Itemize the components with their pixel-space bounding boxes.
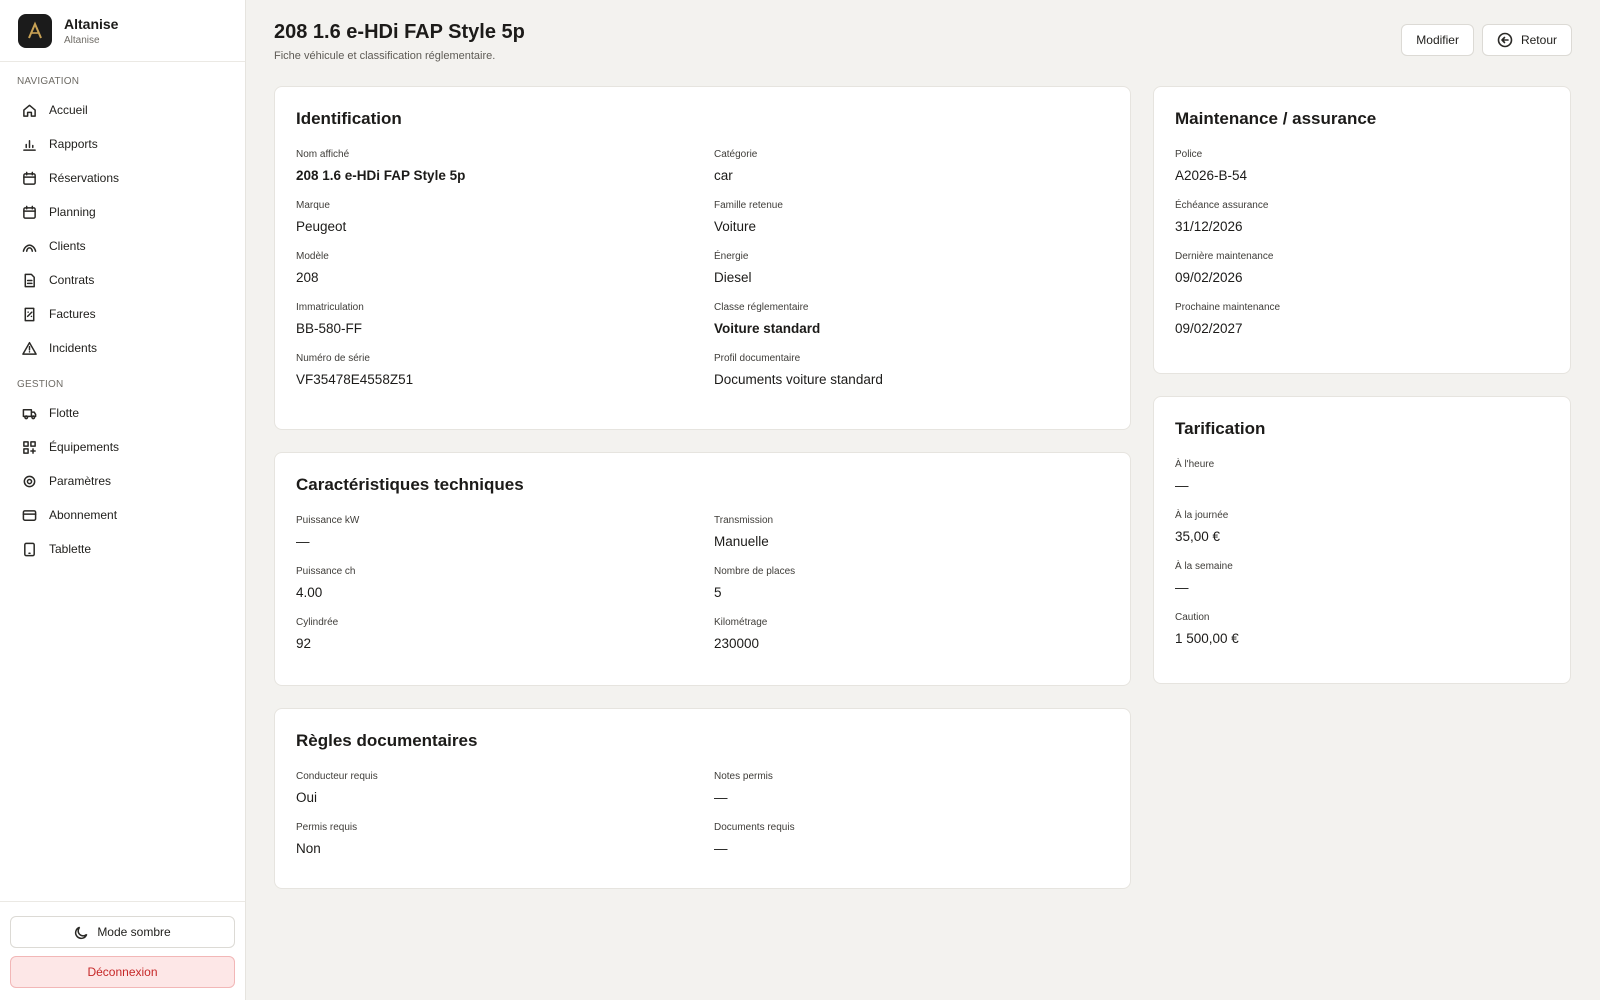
main-content (246, 0, 1600, 1000)
identification-card (274, 86, 1131, 430)
field-transmission (714, 515, 1109, 551)
field-label: Échéance assurance (1175, 200, 1269, 211)
sidebar-item-label: Clients (49, 239, 86, 253)
field-permis-requis (296, 822, 714, 858)
field-value: — (714, 790, 728, 805)
brand-subtitle: Altanise (64, 34, 100, 46)
logout-button[interactable]: Déconnexion (10, 956, 235, 988)
back-label: Retour (1520, 33, 1557, 47)
field-value: 208 1.6 e-HDi FAP Style 5p (296, 168, 466, 183)
field-famille (714, 200, 1109, 236)
sidebar-item-label: Réservations (49, 171, 120, 185)
field-value: 31/12/2026 (1175, 219, 1243, 234)
field-nom-affiche (296, 149, 714, 185)
card-title: Tarification (1175, 419, 1266, 438)
field-value: Peugeot (296, 219, 347, 234)
field-label: Kilométrage (714, 617, 768, 628)
field-label: Transmission (714, 515, 774, 526)
sidebar-item-label: Planning (49, 205, 96, 219)
sidebar-item-factures[interactable] (11, 297, 234, 331)
field-value: — (1175, 580, 1189, 595)
sidebar-item-label: Paramètres (49, 474, 112, 488)
credit-card-icon (21, 507, 37, 523)
field-echeance-assurance (1175, 200, 1549, 236)
field-nombre-places (714, 566, 1109, 602)
calendar-icon (21, 170, 37, 186)
field-immatriculation (296, 302, 714, 338)
field-value: Diesel (714, 270, 752, 285)
field-label: Immatriculation (296, 302, 364, 313)
receipt-icon (21, 306, 37, 322)
grid-plus-icon (21, 439, 37, 455)
field-label: Permis requis (296, 822, 358, 833)
field-label: Nombre de places (714, 566, 796, 577)
calendar-icon (21, 204, 37, 220)
sidebar-item-incidents[interactable] (11, 331, 234, 365)
field-value: — (1175, 478, 1189, 493)
field-value: 35,00 € (1175, 529, 1221, 544)
field-value: car (714, 168, 733, 183)
sidebar-item-planning[interactable] (11, 195, 234, 229)
sidebar-item-tablette[interactable] (11, 532, 234, 566)
field-documents-requis (714, 822, 1109, 858)
dark-mode-button[interactable] (10, 916, 235, 948)
field-label: Prochaine maintenance (1175, 302, 1281, 313)
sidebar-item-rapports[interactable] (11, 127, 234, 161)
field-label: Puissance ch (296, 566, 356, 577)
pricing-card (1153, 396, 1571, 684)
field-label: Marque (296, 200, 330, 211)
field-value: 230000 (714, 636, 760, 651)
gear-icon (21, 473, 37, 489)
field-value: Oui (296, 790, 318, 805)
field-numero-serie (296, 353, 714, 389)
field-label: Profil documentaire (714, 353, 801, 364)
arrow-left-circle-icon (1497, 32, 1513, 48)
sidebar-item-contrats[interactable] (11, 263, 234, 297)
field-label: Documents requis (714, 822, 795, 833)
field-value: 92 (296, 636, 312, 651)
field-derniere-maintenance (1175, 251, 1549, 287)
field-value: — (296, 534, 310, 549)
page-title: 208 1.6 e-HDi FAP Style 5p (274, 21, 525, 43)
sidebar-item-label: Flotte (49, 406, 80, 420)
file-text-icon (21, 272, 37, 288)
field-label: Numéro de série (296, 353, 370, 364)
field-label: Classe réglementaire (714, 302, 809, 313)
field-police (1175, 149, 1549, 185)
section-title-navigation: NAVIGATION (17, 76, 80, 87)
header-actions (1401, 24, 1572, 56)
card-title: Caractéristiques techniques (296, 475, 524, 494)
field-label: Cylindrée (296, 617, 339, 628)
sidebar-item-label: Tablette (49, 542, 92, 556)
field-value: — (714, 841, 728, 856)
card-title: Maintenance / assurance (1175, 109, 1377, 128)
sidebar-item-label: Incidents (49, 341, 98, 355)
brand-header[interactable] (0, 0, 245, 62)
field-value: Non (296, 841, 321, 856)
field-kilometrage (714, 617, 1109, 653)
field-label: Caution (1175, 612, 1210, 623)
field-value: VF35478E4558Z51 (296, 372, 414, 387)
sidebar-item-clients[interactable] (11, 229, 234, 263)
moon-icon (74, 925, 89, 940)
technical-specs-card (274, 452, 1131, 686)
field-value: Documents voiture standard (714, 372, 883, 387)
sidebar-item-label: Abonnement (49, 508, 118, 522)
field-puissance-kw (296, 515, 714, 551)
field-label: Énergie (714, 251, 749, 262)
field-categorie (714, 149, 1109, 185)
nav-section-navigation (0, 62, 245, 365)
bar-chart-icon (21, 136, 37, 152)
sidebar-item-reservations[interactable] (11, 161, 234, 195)
sidebar-item-label: Accueil (49, 103, 88, 117)
edit-button[interactable]: Modifier (1401, 24, 1474, 56)
field-tarif-heure (1175, 459, 1549, 495)
field-value: Manuelle (714, 534, 769, 549)
field-caution (1175, 612, 1549, 648)
field-value: 1 500,00 € (1175, 631, 1239, 646)
brand-logo (18, 14, 52, 48)
field-label: Dernière maintenance (1175, 251, 1274, 262)
sidebar-item-equipements[interactable] (11, 430, 234, 464)
field-label: À la semaine (1175, 561, 1233, 572)
field-modele (296, 251, 714, 287)
section-title-gestion: GESTION (17, 379, 64, 390)
field-value: 09/02/2027 (1175, 321, 1243, 336)
sidebar-item-label: Équipements (49, 440, 120, 454)
field-energie (714, 251, 1109, 287)
field-label: Notes permis (714, 771, 773, 782)
home-icon (21, 102, 37, 118)
tablet-icon (21, 541, 37, 557)
field-label: Catégorie (714, 149, 758, 160)
sidebar-item-accueil[interactable] (11, 93, 234, 127)
field-classe-reglementaire (714, 302, 1109, 338)
field-label: Conducteur requis (296, 771, 378, 782)
field-value: 5 (714, 585, 722, 600)
maintenance-insurance-card (1153, 86, 1571, 374)
field-marque (296, 200, 714, 236)
field-label: À la journée (1175, 510, 1229, 521)
truck-icon (21, 405, 37, 421)
users-icon (21, 238, 37, 254)
brand-name: Altanise (64, 15, 119, 32)
sidebar-item-abonnement[interactable] (11, 498, 234, 532)
field-prochaine-maintenance (1175, 302, 1549, 338)
sidebar-item-label: Rapports (49, 137, 98, 151)
nav-section-gestion (0, 365, 245, 566)
card-title: Identification (296, 109, 402, 128)
card-title: Règles documentaires (296, 731, 478, 750)
sidebar-item-label: Factures (49, 307, 96, 321)
sidebar-item-parametres[interactable] (11, 464, 234, 498)
field-value: 09/02/2026 (1175, 270, 1243, 285)
back-button[interactable] (1482, 24, 1572, 56)
field-label: À l'heure (1175, 459, 1215, 470)
document-rules-card (274, 708, 1131, 889)
field-tarif-journee (1175, 510, 1549, 546)
field-label: Famille retenue (714, 200, 783, 211)
field-conducteur-requis (296, 771, 714, 807)
field-cylindree (296, 617, 714, 653)
field-label: Puissance kW (296, 515, 360, 526)
page-subtitle: Fiche véhicule et classification réglementaire. (274, 50, 496, 62)
field-puissance-ch (296, 566, 714, 602)
field-value: Voiture standard (714, 321, 821, 336)
alert-triangle-icon (21, 340, 37, 356)
field-label: Modèle (296, 251, 329, 262)
sidebar-item-label: Contrats (49, 273, 95, 287)
field-label: Nom affiché (296, 149, 350, 160)
field-value: 208 (296, 270, 319, 285)
field-value: BB-580-FF (296, 321, 363, 336)
field-notes-permis (714, 771, 1109, 807)
sidebar (0, 0, 246, 1000)
field-value: A2026-B-54 (1175, 168, 1248, 183)
field-value: 4.00 (296, 585, 323, 600)
sidebar-footer (0, 901, 245, 1000)
page-header (274, 20, 1572, 86)
field-value: Voiture (714, 219, 757, 234)
field-profil-documentaire (714, 353, 1109, 389)
dark-mode-label: Mode sombre (97, 925, 171, 939)
sidebar-item-flotte[interactable] (11, 396, 234, 430)
field-label: Police (1175, 149, 1203, 160)
field-tarif-semaine (1175, 561, 1549, 597)
